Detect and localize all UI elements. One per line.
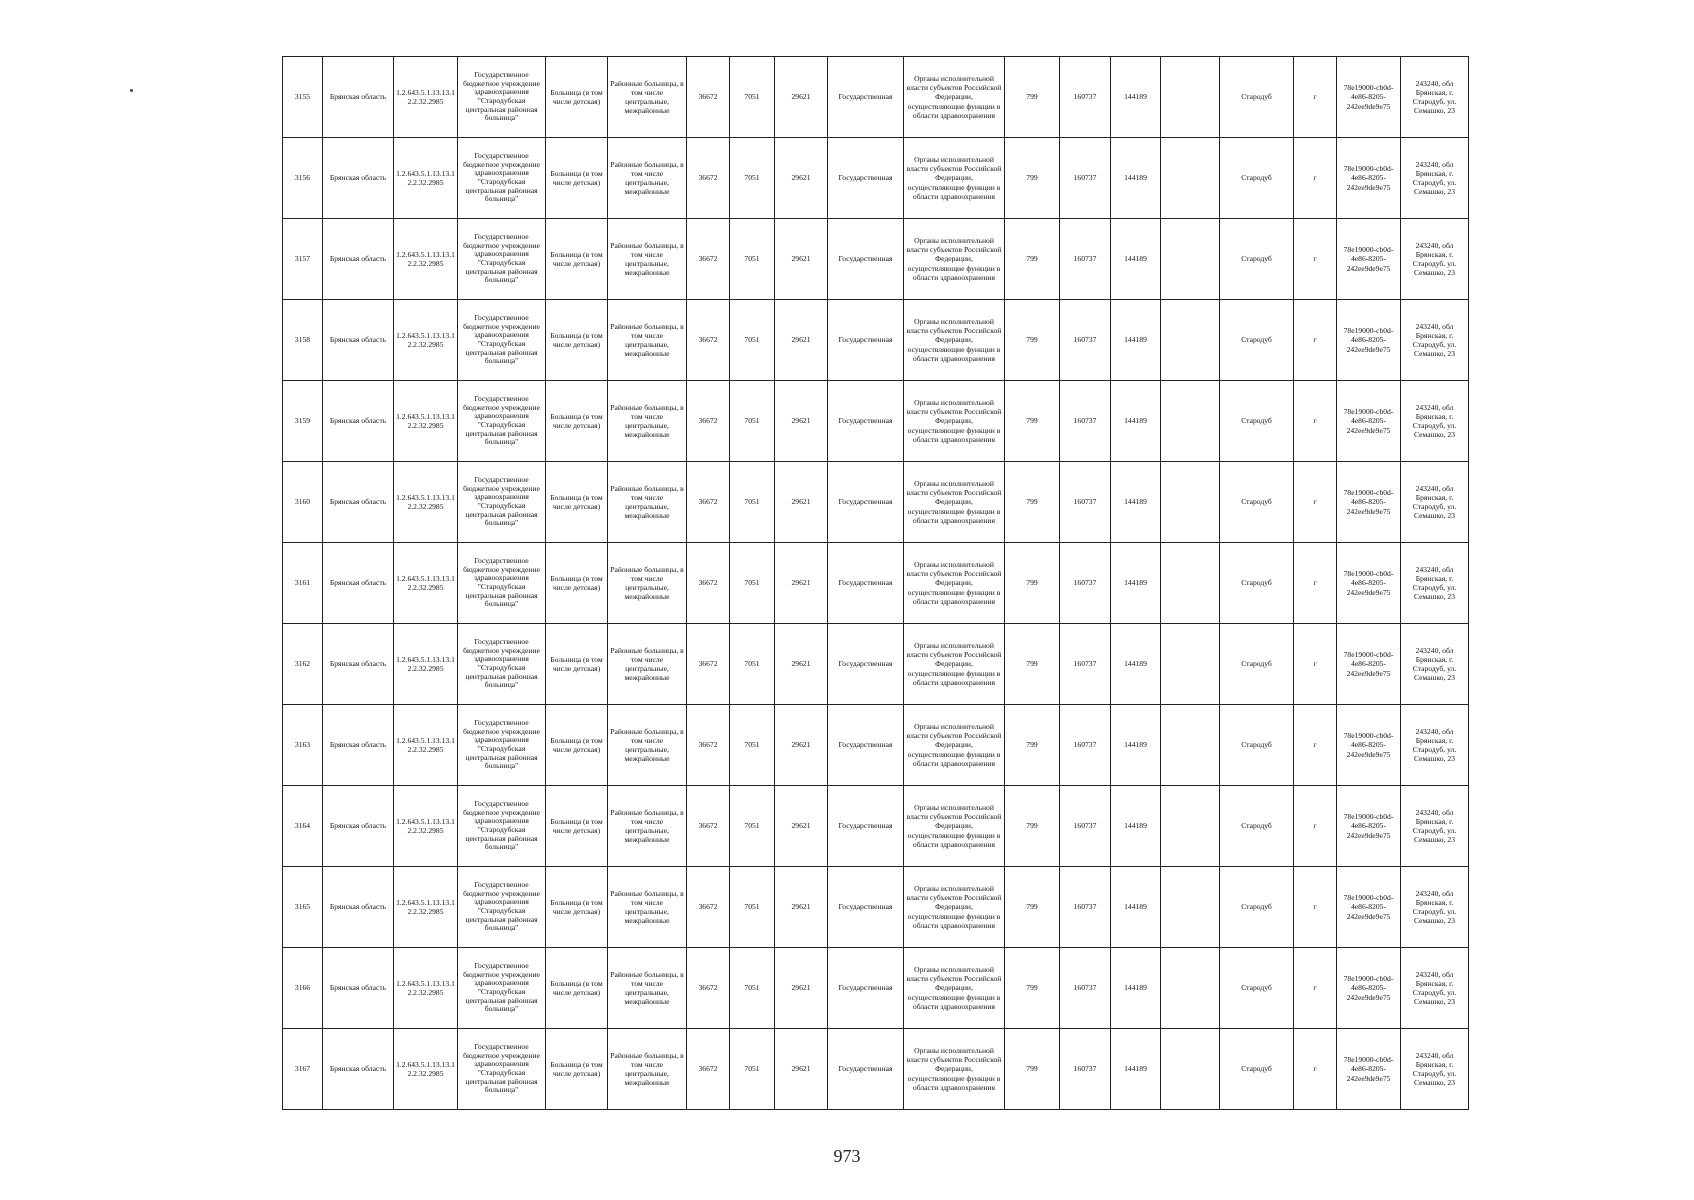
code-6-cell: 144189 <box>1111 705 1161 786</box>
address-cell: 243240, обл Брянская, г. Стародуб, ул. Семашко, 23 <box>1401 1029 1469 1110</box>
row-number-cell: 3161 <box>283 543 323 624</box>
code-6-cell: 144189 <box>1111 300 1161 381</box>
code-5-cell: 160737 <box>1060 57 1111 138</box>
registry-table <box>282 56 1469 1110</box>
empty-cell <box>1161 705 1220 786</box>
code-4-cell: 799 <box>1005 300 1060 381</box>
facility-type-cell: Больница (в том числе детская) <box>546 543 608 624</box>
row-number-cell: 3163 <box>283 705 323 786</box>
code-3-cell: 29621 <box>775 543 828 624</box>
authority-cell: Органы исполнительной власти субъектов Российской Федерации, осуществляющие функции в области здравоохранения <box>904 462 1005 543</box>
city-cell: Стародуб <box>1220 867 1294 948</box>
row-number-cell: 3155 <box>283 57 323 138</box>
organization-name-cell: Государственное бюджетное учреждение здравоохранения "Стародубская центральная районная больница" <box>458 543 546 624</box>
authority-cell: Органы исполнительной власти субъектов Российской Федерации, осуществляющие функции в области здравоохранения <box>904 705 1005 786</box>
authority-cell: Органы исполнительной власти субъектов Российской Федерации, осуществляющие функции в области здравоохранения <box>904 543 1005 624</box>
table-body <box>283 57 1469 1110</box>
code-3-cell: 29621 <box>775 867 828 948</box>
ownership-cell: Государственная <box>828 624 904 705</box>
settlement-type-cell: г <box>1294 786 1337 867</box>
authority-cell: Органы исполнительной власти субъектов Российской Федерации, осуществляющие функции в области здравоохранения <box>904 138 1005 219</box>
oid-code-cell: 1.2.643.5.1.13.13.12.2.32.2985 <box>394 138 458 219</box>
settlement-type-cell: г <box>1294 300 1337 381</box>
organization-name-cell: Государственное бюджетное учреждение здравоохранения "Стародубская центральная районная больница" <box>458 57 546 138</box>
address-cell: 243240, обл Брянская, г. Стародуб, ул. Семашко, 23 <box>1401 786 1469 867</box>
table-row <box>283 948 1469 1029</box>
facility-kind-cell: Районные больницы, в том числе центральные, межрайонные <box>608 57 687 138</box>
table-row <box>283 867 1469 948</box>
oid-code-cell: 1.2.643.5.1.13.13.12.2.32.2985 <box>394 543 458 624</box>
organization-name-cell: Государственное бюджетное учреждение здравоохранения "Стародубская центральная районная больница" <box>458 138 546 219</box>
region-cell: Брянская область <box>323 57 394 138</box>
code-4-cell: 799 <box>1005 543 1060 624</box>
settlement-type-cell: г <box>1294 381 1337 462</box>
code-3-cell: 29621 <box>775 462 828 543</box>
authority-cell: Органы исполнительной власти субъектов Российской Федерации, осуществляющие функции в области здравоохранения <box>904 948 1005 1029</box>
settlement-type-cell: г <box>1294 948 1337 1029</box>
table-row <box>283 57 1469 138</box>
code-3-cell: 29621 <box>775 138 828 219</box>
ownership-cell: Государственная <box>828 543 904 624</box>
code-1-cell: 36672 <box>687 57 730 138</box>
code-6-cell: 144189 <box>1111 867 1161 948</box>
code-4-cell: 799 <box>1005 138 1060 219</box>
row-number-cell: 3167 <box>283 1029 323 1110</box>
row-number-cell: 3160 <box>283 462 323 543</box>
organization-name-cell: Государственное бюджетное учреждение здравоохранения "Стародубская центральная районная больница" <box>458 786 546 867</box>
code-4-cell: 799 <box>1005 948 1060 1029</box>
region-cell: Брянская область <box>323 300 394 381</box>
guid-cell: 78e19000-cb0d-4e86-8205-242ee9de9e75 <box>1337 219 1401 300</box>
facility-type-cell: Больница (в том числе детская) <box>546 1029 608 1110</box>
row-number-cell: 3164 <box>283 786 323 867</box>
empty-cell <box>1161 381 1220 462</box>
address-cell: 243240, обл Брянская, г. Стародуб, ул. Семашко, 23 <box>1401 867 1469 948</box>
city-cell: Стародуб <box>1220 705 1294 786</box>
facility-kind-cell: Районные больницы, в том числе центральные, межрайонные <box>608 219 687 300</box>
organization-name-cell: Государственное бюджетное учреждение здравоохранения "Стародубская центральная районная больница" <box>458 624 546 705</box>
ownership-cell: Государственная <box>828 786 904 867</box>
code-4-cell: 799 <box>1005 462 1060 543</box>
facility-kind-cell: Районные больницы, в том числе центральные, межрайонные <box>608 462 687 543</box>
guid-cell: 78e19000-cb0d-4e86-8205-242ee9de9e75 <box>1337 300 1401 381</box>
code-4-cell: 799 <box>1005 219 1060 300</box>
code-3-cell: 29621 <box>775 624 828 705</box>
guid-cell: 78e19000-cb0d-4e86-8205-242ee9de9e75 <box>1337 867 1401 948</box>
region-cell: Брянская область <box>323 138 394 219</box>
city-cell: Стародуб <box>1220 543 1294 624</box>
oid-code-cell: 1.2.643.5.1.13.13.12.2.32.2985 <box>394 786 458 867</box>
code-3-cell: 29621 <box>775 300 828 381</box>
code-2-cell: 7051 <box>730 705 775 786</box>
oid-code-cell: 1.2.643.5.1.13.13.12.2.32.2985 <box>394 867 458 948</box>
row-number-cell: 3158 <box>283 300 323 381</box>
table-row <box>283 705 1469 786</box>
ownership-cell: Государственная <box>828 57 904 138</box>
code-1-cell: 36672 <box>687 462 730 543</box>
address-cell: 243240, обл Брянская, г. Стародуб, ул. Семашко, 23 <box>1401 219 1469 300</box>
organization-name-cell: Государственное бюджетное учреждение здравоохранения "Стародубская центральная районная больница" <box>458 300 546 381</box>
code-5-cell: 160737 <box>1060 1029 1111 1110</box>
guid-cell: 78e19000-cb0d-4e86-8205-242ee9de9e75 <box>1337 543 1401 624</box>
code-6-cell: 144189 <box>1111 381 1161 462</box>
code-1-cell: 36672 <box>687 948 730 1029</box>
authority-cell: Органы исполнительной власти субъектов Российской Федерации, осуществляющие функции в области здравоохранения <box>904 867 1005 948</box>
city-cell: Стародуб <box>1220 138 1294 219</box>
code-2-cell: 7051 <box>730 543 775 624</box>
ownership-cell: Государственная <box>828 219 904 300</box>
page-number: 973 <box>833 1146 861 1166</box>
authority-cell: Органы исполнительной власти субъектов Российской Федерации, осуществляющие функции в области здравоохранения <box>904 57 1005 138</box>
table-row <box>283 138 1469 219</box>
facility-type-cell: Больница (в том числе детская) <box>546 948 608 1029</box>
empty-cell <box>1161 624 1220 705</box>
organization-name-cell: Государственное бюджетное учреждение здравоохранения "Стародубская центральная районная больница" <box>458 1029 546 1110</box>
code-2-cell: 7051 <box>730 300 775 381</box>
code-4-cell: 799 <box>1005 867 1060 948</box>
facility-kind-cell: Районные больницы, в том числе центральные, межрайонные <box>608 1029 687 1110</box>
code-3-cell: 29621 <box>775 57 828 138</box>
address-cell: 243240, обл Брянская, г. Стародуб, ул. Семашко, 23 <box>1401 381 1469 462</box>
address-cell: 243240, обл Брянская, г. Стародуб, ул. Семашко, 23 <box>1401 543 1469 624</box>
ownership-cell: Государственная <box>828 138 904 219</box>
city-cell: Стародуб <box>1220 624 1294 705</box>
code-1-cell: 36672 <box>687 381 730 462</box>
authority-cell: Органы исполнительной власти субъектов Российской Федерации, осуществляющие функции в области здравоохранения <box>904 300 1005 381</box>
address-cell: 243240, обл Брянская, г. Стародуб, ул. Семашко, 23 <box>1401 462 1469 543</box>
code-3-cell: 29621 <box>775 948 828 1029</box>
code-4-cell: 799 <box>1005 786 1060 867</box>
table-row <box>283 1029 1469 1110</box>
facility-type-cell: Больница (в том числе детская) <box>546 300 608 381</box>
empty-cell <box>1161 219 1220 300</box>
facility-kind-cell: Районные больницы, в том числе центральные, межрайонные <box>608 300 687 381</box>
code-4-cell: 799 <box>1005 624 1060 705</box>
facility-type-cell: Больница (в том числе детская) <box>546 867 608 948</box>
code-1-cell: 36672 <box>687 624 730 705</box>
guid-cell: 78e19000-cb0d-4e86-8205-242ee9de9e75 <box>1337 624 1401 705</box>
empty-cell <box>1161 57 1220 138</box>
facility-kind-cell: Районные больницы, в том числе центральные, межрайонные <box>608 867 687 948</box>
organization-name-cell: Государственное бюджетное учреждение здравоохранения "Стародубская центральная районная больница" <box>458 462 546 543</box>
oid-code-cell: 1.2.643.5.1.13.13.12.2.32.2985 <box>394 948 458 1029</box>
code-1-cell: 36672 <box>687 219 730 300</box>
code-5-cell: 160737 <box>1060 381 1111 462</box>
code-4-cell: 799 <box>1005 381 1060 462</box>
guid-cell: 78e19000-cb0d-4e86-8205-242ee9de9e75 <box>1337 1029 1401 1110</box>
code-1-cell: 36672 <box>687 543 730 624</box>
city-cell: Стародуб <box>1220 300 1294 381</box>
facility-type-cell: Больница (в том числе детская) <box>546 705 608 786</box>
table-row <box>283 786 1469 867</box>
code-5-cell: 160737 <box>1060 705 1111 786</box>
code-4-cell: 799 <box>1005 705 1060 786</box>
address-cell: 243240, обл Брянская, г. Стародуб, ул. Семашко, 23 <box>1401 705 1469 786</box>
code-6-cell: 144189 <box>1111 624 1161 705</box>
code-6-cell: 144189 <box>1111 1029 1161 1110</box>
code-5-cell: 160737 <box>1060 462 1111 543</box>
code-3-cell: 29621 <box>775 381 828 462</box>
code-2-cell: 7051 <box>730 786 775 867</box>
code-4-cell: 799 <box>1005 1029 1060 1110</box>
code-2-cell: 7051 <box>730 1029 775 1110</box>
table-row <box>283 462 1469 543</box>
code-2-cell: 7051 <box>730 462 775 543</box>
region-cell: Брянская область <box>323 705 394 786</box>
city-cell: Стародуб <box>1220 462 1294 543</box>
empty-cell <box>1161 300 1220 381</box>
city-cell: Стародуб <box>1220 948 1294 1029</box>
city-cell: Стародуб <box>1220 57 1294 138</box>
row-number-cell: 3159 <box>283 381 323 462</box>
address-cell: 243240, обл Брянская, г. Стародуб, ул. Семашко, 23 <box>1401 300 1469 381</box>
guid-cell: 78e19000-cb0d-4e86-8205-242ee9de9e75 <box>1337 786 1401 867</box>
address-cell: 243240, обл Брянская, г. Стародуб, ул. Семашко, 23 <box>1401 57 1469 138</box>
ownership-cell: Государственная <box>828 462 904 543</box>
ownership-cell: Государственная <box>828 867 904 948</box>
code-5-cell: 160737 <box>1060 300 1111 381</box>
code-5-cell: 160737 <box>1060 867 1111 948</box>
code-3-cell: 29621 <box>775 219 828 300</box>
code-5-cell: 160737 <box>1060 786 1111 867</box>
organization-name-cell: Государственное бюджетное учреждение здравоохранения "Стародубская центральная районная больница" <box>458 219 546 300</box>
region-cell: Брянская область <box>323 786 394 867</box>
facility-type-cell: Больница (в том числе детская) <box>546 381 608 462</box>
guid-cell: 78e19000-cb0d-4e86-8205-242ee9de9e75 <box>1337 57 1401 138</box>
facility-kind-cell: Районные больницы, в том числе центральные, межрайонные <box>608 624 687 705</box>
empty-cell <box>1161 1029 1220 1110</box>
facility-kind-cell: Районные больницы, в том числе центральные, межрайонные <box>608 705 687 786</box>
facility-kind-cell: Районные больницы, в том числе центральные, межрайонные <box>608 786 687 867</box>
ownership-cell: Государственная <box>828 381 904 462</box>
code-1-cell: 36672 <box>687 867 730 948</box>
scan-speck <box>130 89 133 92</box>
code-6-cell: 144189 <box>1111 786 1161 867</box>
guid-cell: 78e19000-cb0d-4e86-8205-242ee9de9e75 <box>1337 948 1401 1029</box>
region-cell: Брянская область <box>323 381 394 462</box>
row-number-cell: 3157 <box>283 219 323 300</box>
empty-cell <box>1161 948 1220 1029</box>
table-row <box>283 300 1469 381</box>
guid-cell: 78e19000-cb0d-4e86-8205-242ee9de9e75 <box>1337 381 1401 462</box>
code-5-cell: 160737 <box>1060 543 1111 624</box>
row-number-cell: 3165 <box>283 867 323 948</box>
code-6-cell: 144189 <box>1111 219 1161 300</box>
authority-cell: Органы исполнительной власти субъектов Российской Федерации, осуществляющие функции в области здравоохранения <box>904 381 1005 462</box>
table-row <box>283 543 1469 624</box>
settlement-type-cell: г <box>1294 138 1337 219</box>
row-number-cell: 3166 <box>283 948 323 1029</box>
code-6-cell: 144189 <box>1111 462 1161 543</box>
region-cell: Брянская область <box>323 543 394 624</box>
empty-cell <box>1161 543 1220 624</box>
organization-name-cell: Государственное бюджетное учреждение здравоохранения "Стародубская центральная районная больница" <box>458 705 546 786</box>
table-row <box>283 624 1469 705</box>
settlement-type-cell: г <box>1294 219 1337 300</box>
empty-cell <box>1161 138 1220 219</box>
code-2-cell: 7051 <box>730 138 775 219</box>
ownership-cell: Государственная <box>828 1029 904 1110</box>
facility-kind-cell: Районные больницы, в том числе центральные, межрайонные <box>608 948 687 1029</box>
city-cell: Стародуб <box>1220 381 1294 462</box>
ownership-cell: Государственная <box>828 948 904 1029</box>
ownership-cell: Государственная <box>828 705 904 786</box>
oid-code-cell: 1.2.643.5.1.13.13.12.2.32.2985 <box>394 300 458 381</box>
organization-name-cell: Государственное бюджетное учреждение здравоохранения "Стародубская центральная районная больница" <box>458 381 546 462</box>
authority-cell: Органы исполнительной власти субъектов Российской Федерации, осуществляющие функции в области здравоохранения <box>904 219 1005 300</box>
ownership-cell: Государственная <box>828 300 904 381</box>
facility-type-cell: Больница (в том числе детская) <box>546 786 608 867</box>
code-2-cell: 7051 <box>730 57 775 138</box>
region-cell: Брянская область <box>323 1029 394 1110</box>
authority-cell: Органы исполнительной власти субъектов Российской Федерации, осуществляющие функции в области здравоохранения <box>904 624 1005 705</box>
guid-cell: 78e19000-cb0d-4e86-8205-242ee9de9e75 <box>1337 138 1401 219</box>
city-cell: Стародуб <box>1220 786 1294 867</box>
code-5-cell: 160737 <box>1060 624 1111 705</box>
facility-type-cell: Больница (в том числе детская) <box>546 624 608 705</box>
row-number-cell: 3156 <box>283 138 323 219</box>
settlement-type-cell: г <box>1294 867 1337 948</box>
oid-code-cell: 1.2.643.5.1.13.13.12.2.32.2985 <box>394 219 458 300</box>
facility-type-cell: Больница (в том числе детская) <box>546 462 608 543</box>
facility-type-cell: Больница (в том числе детская) <box>546 219 608 300</box>
facility-type-cell: Больница (в том числе детская) <box>546 138 608 219</box>
code-1-cell: 36672 <box>687 705 730 786</box>
region-cell: Брянская область <box>323 219 394 300</box>
code-5-cell: 160737 <box>1060 138 1111 219</box>
code-6-cell: 144189 <box>1111 57 1161 138</box>
address-cell: 243240, обл Брянская, г. Стародуб, ул. Семашко, 23 <box>1401 624 1469 705</box>
code-1-cell: 36672 <box>687 1029 730 1110</box>
code-6-cell: 144189 <box>1111 543 1161 624</box>
oid-code-cell: 1.2.643.5.1.13.13.12.2.32.2985 <box>394 624 458 705</box>
code-3-cell: 29621 <box>775 786 828 867</box>
address-cell: 243240, обл Брянская, г. Стародуб, ул. Семашко, 23 <box>1401 138 1469 219</box>
guid-cell: 78e19000-cb0d-4e86-8205-242ee9de9e75 <box>1337 462 1401 543</box>
authority-cell: Органы исполнительной власти субъектов Российской Федерации, осуществляющие функции в области здравоохранения <box>904 786 1005 867</box>
empty-cell <box>1161 786 1220 867</box>
region-cell: Брянская область <box>323 867 394 948</box>
city-cell: Стародуб <box>1220 219 1294 300</box>
code-6-cell: 144189 <box>1111 138 1161 219</box>
settlement-type-cell: г <box>1294 705 1337 786</box>
oid-code-cell: 1.2.643.5.1.13.13.12.2.32.2985 <box>394 57 458 138</box>
code-6-cell: 144189 <box>1111 948 1161 1029</box>
facility-kind-cell: Районные больницы, в том числе центральные, межрайонные <box>608 381 687 462</box>
code-5-cell: 160737 <box>1060 948 1111 1029</box>
organization-name-cell: Государственное бюджетное учреждение здравоохранения "Стародубская центральная районная больница" <box>458 867 546 948</box>
code-2-cell: 7051 <box>730 624 775 705</box>
organization-name-cell: Государственное бюджетное учреждение здравоохранения "Стародубская центральная районная больница" <box>458 948 546 1029</box>
code-1-cell: 36672 <box>687 138 730 219</box>
code-5-cell: 160737 <box>1060 219 1111 300</box>
oid-code-cell: 1.2.643.5.1.13.13.12.2.32.2985 <box>394 381 458 462</box>
oid-code-cell: 1.2.643.5.1.13.13.12.2.32.2985 <box>394 1029 458 1110</box>
empty-cell <box>1161 462 1220 543</box>
table-row <box>283 219 1469 300</box>
code-2-cell: 7051 <box>730 948 775 1029</box>
code-1-cell: 36672 <box>687 300 730 381</box>
code-2-cell: 7051 <box>730 867 775 948</box>
code-3-cell: 29621 <box>775 1029 828 1110</box>
facility-kind-cell: Районные больницы, в том числе центральные, межрайонные <box>608 138 687 219</box>
authority-cell: Органы исполнительной власти субъектов Российской Федерации, осуществляющие функции в области здравоохранения <box>904 1029 1005 1110</box>
settlement-type-cell: г <box>1294 1029 1337 1110</box>
settlement-type-cell: г <box>1294 624 1337 705</box>
oid-code-cell: 1.2.643.5.1.13.13.12.2.32.2985 <box>394 462 458 543</box>
code-2-cell: 7051 <box>730 219 775 300</box>
code-3-cell: 29621 <box>775 705 828 786</box>
row-number-cell: 3162 <box>283 624 323 705</box>
settlement-type-cell: г <box>1294 543 1337 624</box>
table-row <box>283 381 1469 462</box>
code-4-cell: 799 <box>1005 57 1060 138</box>
facility-type-cell: Больница (в том числе детская) <box>546 57 608 138</box>
region-cell: Брянская область <box>323 948 394 1029</box>
city-cell: Стародуб <box>1220 1029 1294 1110</box>
oid-code-cell: 1.2.643.5.1.13.13.12.2.32.2985 <box>394 705 458 786</box>
facility-kind-cell: Районные больницы, в том числе центральные, межрайонные <box>608 543 687 624</box>
guid-cell: 78e19000-cb0d-4e86-8205-242ee9de9e75 <box>1337 705 1401 786</box>
empty-cell <box>1161 867 1220 948</box>
address-cell: 243240, обл Брянская, г. Стародуб, ул. Семашко, 23 <box>1401 948 1469 1029</box>
region-cell: Брянская область <box>323 462 394 543</box>
code-1-cell: 36672 <box>687 786 730 867</box>
code-2-cell: 7051 <box>730 381 775 462</box>
region-cell: Брянская область <box>323 624 394 705</box>
settlement-type-cell: г <box>1294 57 1337 138</box>
settlement-type-cell: г <box>1294 462 1337 543</box>
